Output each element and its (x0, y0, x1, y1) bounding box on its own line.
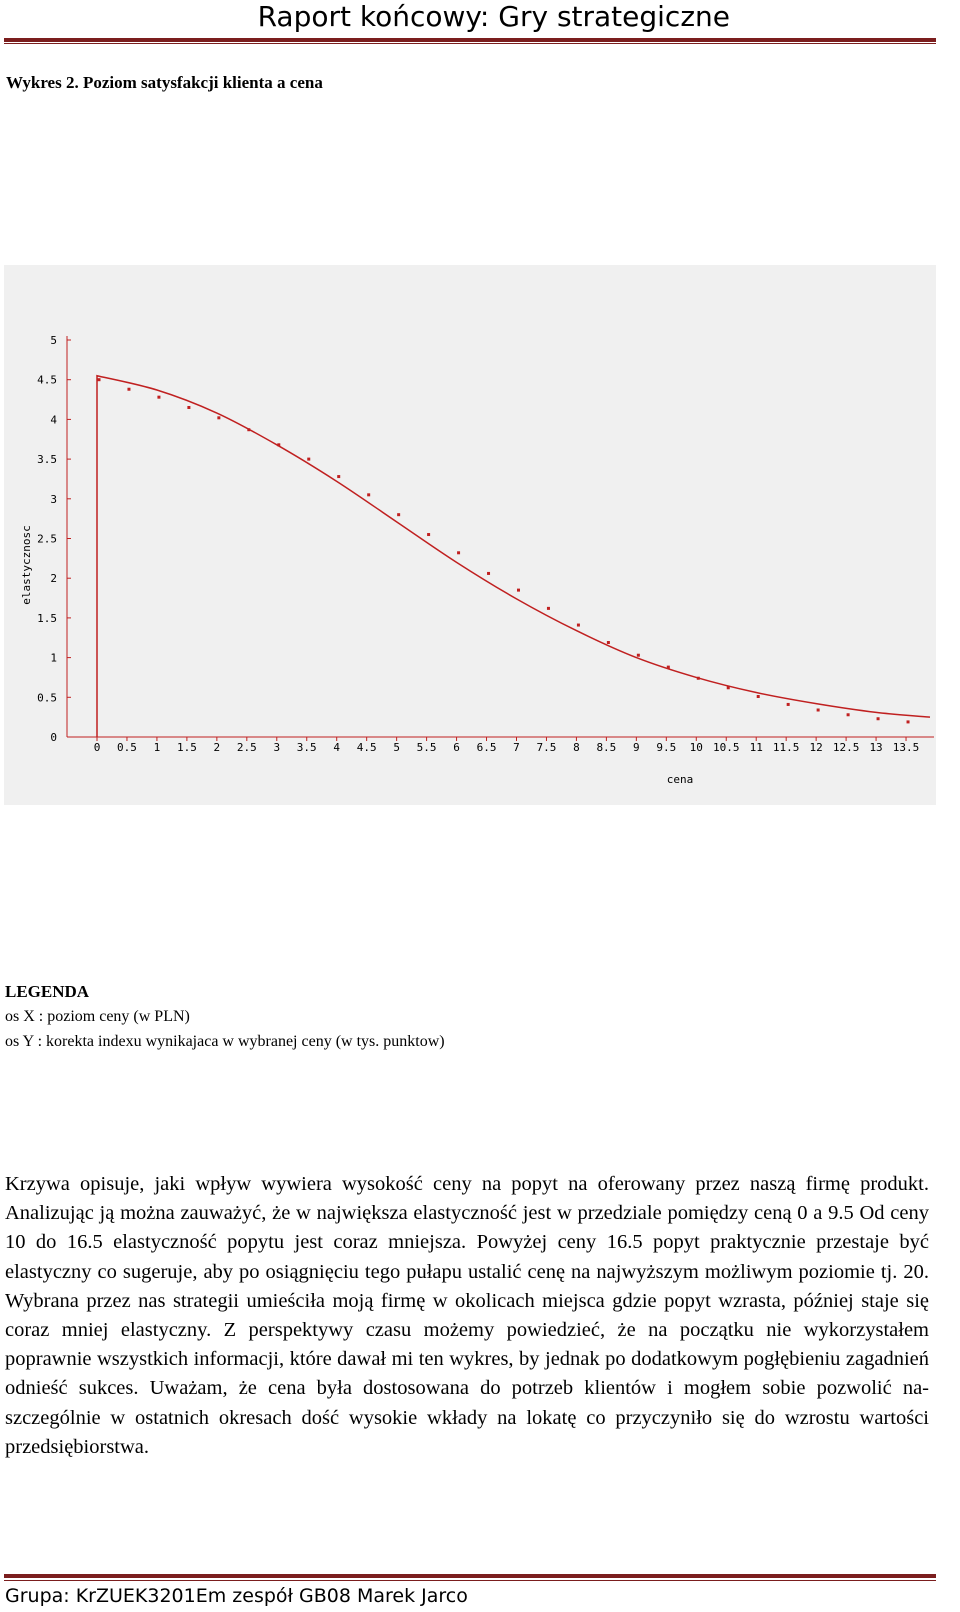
data-point (157, 396, 160, 399)
x-tick-label: 13 (869, 741, 883, 754)
x-tick-label: 6.5 (476, 741, 497, 754)
x-tick-label: 8.5 (596, 741, 617, 754)
footer-text: Grupa: KrZUEK3201Em zespół GB08 Marek Jarco (5, 1585, 468, 1607)
data-point (247, 428, 250, 431)
series-line-krzywa (97, 376, 930, 737)
data-point (187, 406, 190, 409)
data-point (487, 572, 490, 575)
data-point (637, 654, 640, 657)
chart-series (97, 376, 930, 737)
x-tick-label: 7.5 (536, 741, 557, 754)
x-tick-label: 12 (809, 741, 823, 754)
y-tick-label: 1.5 (37, 611, 57, 625)
y-tick-label: 3.5 (37, 453, 57, 467)
x-tick-label: 10 (689, 741, 703, 754)
legend-title: LEGENDA (5, 982, 90, 1001)
x-tick-label: 3 (273, 741, 281, 754)
data-point (457, 551, 460, 554)
y-axis-label: elastycznosc (20, 525, 33, 605)
y-tick-label: 5 (50, 334, 57, 347)
y-tick-label: 2.5 (37, 532, 57, 546)
elasticity-chart (4, 265, 936, 805)
x-tick-label: 0.5 (117, 741, 137, 754)
header-rule-thin (4, 43, 936, 44)
x-tick-label: 3.5 (296, 741, 317, 754)
data-point (757, 695, 760, 698)
x-tick-label: 12.5 (832, 741, 860, 754)
x-tick-label: 6 (453, 741, 460, 754)
figure-caption: Wykres 2. Poziom satysfakcji klienta a cena (6, 73, 323, 92)
y-tick-label: 0.5 (37, 691, 57, 705)
data-point (337, 475, 340, 478)
x-tick-label: 8 (573, 741, 580, 754)
y-tick-label: 1 (50, 651, 57, 665)
legend-x-desc: os X : poziom ceny (w PLN) (5, 1008, 190, 1025)
x-tick-label: 10.5 (712, 741, 740, 754)
x-tick-label: 9 (633, 741, 640, 754)
y-tick-label: 4 (50, 413, 57, 427)
data-point (277, 443, 280, 446)
data-point (307, 458, 310, 461)
body-paragraph: Krzywa opisuje, jaki wpływ wywiera wysokość ceny na popyt na oferowany przez naszą firmę produkt. Analizując ją można zauważyć, że w największa elastyczność jest w przedziale pomiędzy ceną 0 a 9.5 Od ceny 10 do 16.5 elastyczność popytu jest coraz mniejsza. Powyżej ceny 16.5 popyt praktycznie przestaje być elastyczny co sugeruje, aby po osiągnięciu tego pułapu ustalić cenę na najwyższym możliwym poziomie tj. 20. Wybrana przez nas strategii umieściła moją firmę w okolicach miejsca gdzie popyt wzrasta, później staje się coraz mniej elastyczny. Z perspektywy czasu możemy powiedzieć, że na początku nie wykorzystałem poprawnie wszystkich informacji, które dawał mi ten wykres, by jednak po dodatkowym pogłębieniu zagadnień odnieść sukces. Uważam, że cena była dostosowana do potrzeb klientów i mogłem sobie pozwolić na- szczególnie w ostatnich okresach dość wysokie wkłady na lokatę co przyczyniło się do wzrostu wartości przedsiębiorstwa. (5, 1173, 929, 1458)
footer-rule (4, 1574, 936, 1578)
x-tick-label: 7 (513, 741, 520, 754)
x-ticks (94, 737, 920, 754)
y-tick-label: 3 (50, 492, 57, 506)
x-tick-label: 13.5 (892, 741, 920, 754)
data-point (907, 720, 910, 723)
chart-axes (67, 336, 934, 737)
y-tick-label: 4.5 (37, 373, 57, 387)
page-header-title: Raport końcowy: Gry strategiczne (257, 0, 730, 33)
y-tick-label: 0 (50, 731, 57, 744)
data-point (667, 666, 670, 669)
x-tick-label: 9.5 (656, 741, 677, 754)
y-ticks (37, 334, 71, 744)
x-tick-label: 1.5 (176, 741, 197, 754)
legend-block (5, 979, 445, 1054)
y-tick-label: 2 (50, 572, 57, 586)
x-tick-label: 1 (153, 741, 161, 754)
data-point (427, 533, 430, 536)
data-point (877, 717, 880, 720)
data-point (817, 709, 820, 712)
footer-rule-thin (4, 1580, 936, 1581)
data-point (847, 713, 850, 716)
x-tick-label: 5.5 (416, 741, 437, 754)
x-tick-label: 11 (749, 741, 763, 754)
data-point (787, 703, 790, 706)
data-point (517, 589, 520, 592)
x-tick-label: 0 (93, 741, 101, 754)
x-tick-label: 4.5 (356, 741, 377, 754)
legend-y-desc: os Y : korekta indexu wynikajaca w wybranej ceny (w tys. punktow) (5, 1033, 445, 1050)
header-rule (4, 38, 936, 42)
data-point (577, 624, 580, 627)
data-point (98, 378, 101, 381)
x-tick-label: 2.5 (236, 741, 257, 754)
x-tick-label: 5 (393, 741, 400, 754)
data-point (367, 493, 370, 496)
data-point (727, 686, 730, 689)
x-axis-label: cena (666, 773, 694, 786)
data-point (697, 677, 700, 680)
data-point (547, 607, 550, 610)
chart-panel (4, 265, 936, 805)
x-tick-label: 2 (213, 741, 221, 754)
x-tick-label: 4 (333, 741, 341, 754)
data-point (127, 388, 130, 391)
data-point (607, 641, 610, 644)
data-point (397, 513, 400, 516)
x-tick-label: 11.5 (772, 741, 800, 754)
data-point (217, 416, 220, 419)
